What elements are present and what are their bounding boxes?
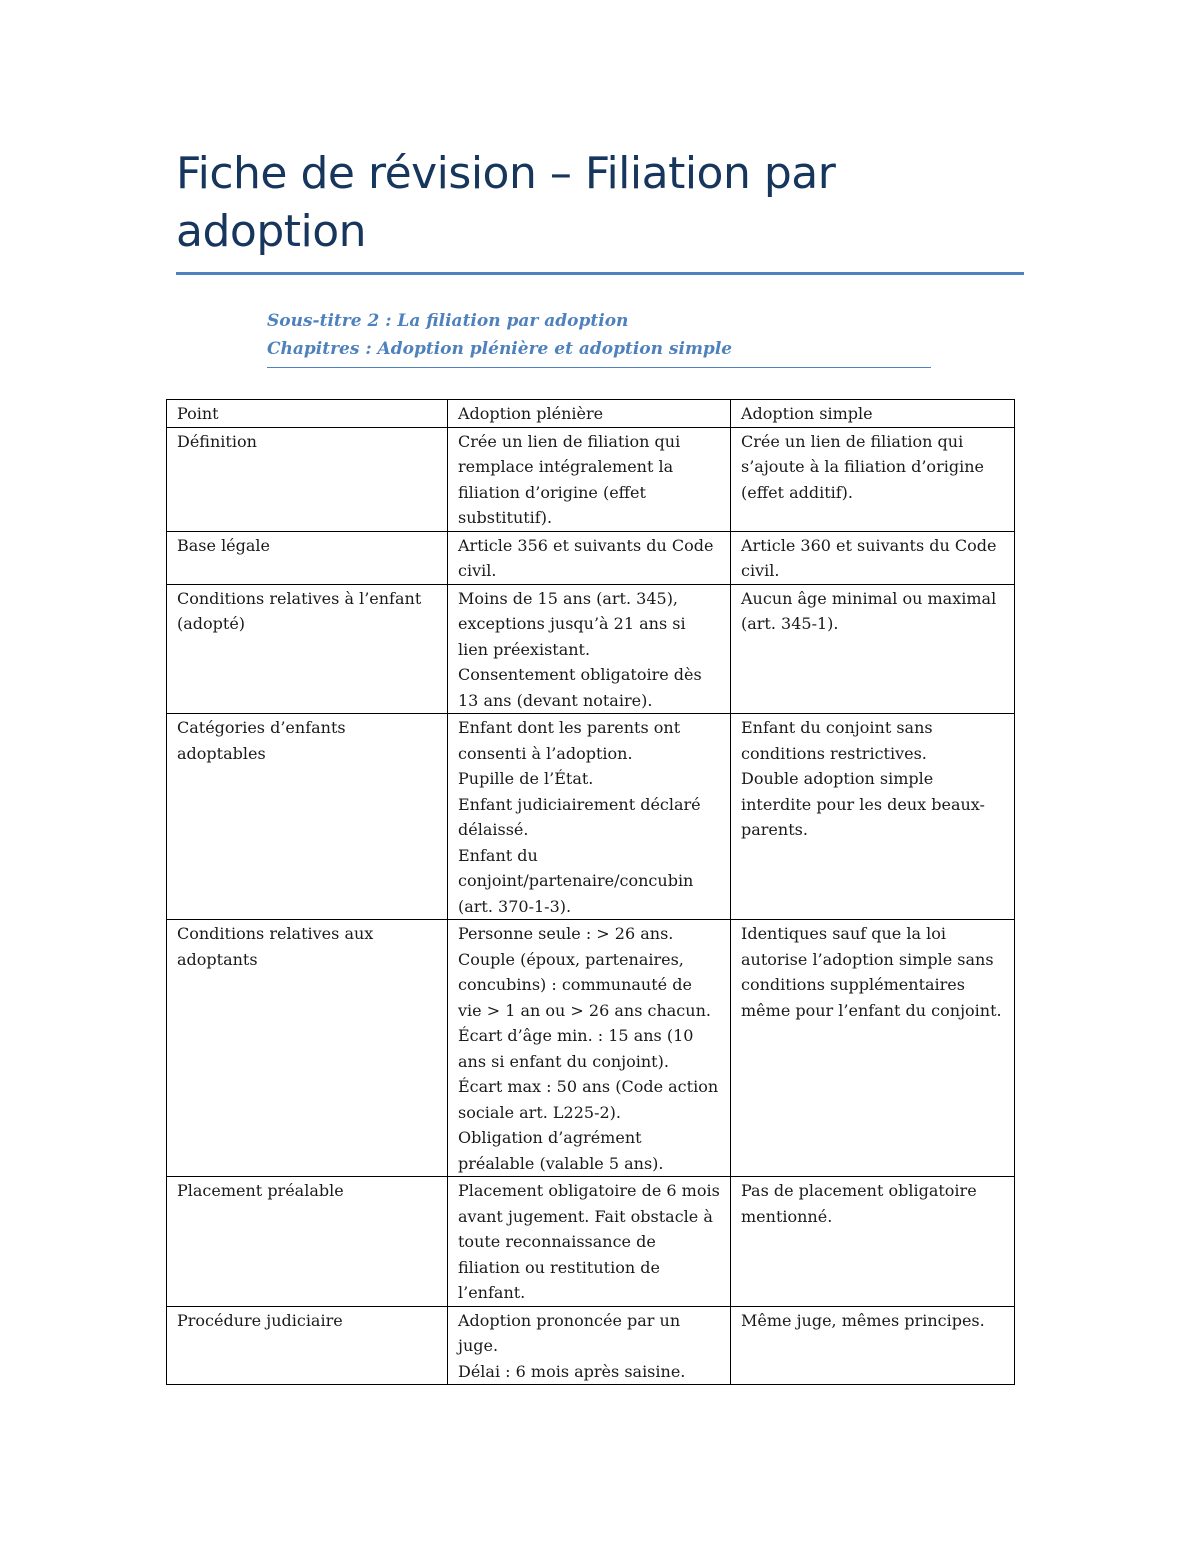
cell-line: Consentement obligatoire dès 13 ans (devant notaire). [458, 665, 702, 710]
cell-line: Identiques sauf que la loi autorise l’adoption simple sans conditions supplémentaires même pour l’enfant du conjoint. [741, 924, 1002, 1020]
cell-point [167, 584, 448, 714]
cell-line: Crée un lien de filiation qui remplace intégralement la filiation d’origine (effet substitutif). [458, 431, 681, 527]
cell-point [167, 1177, 448, 1307]
cell-line: Écart max : 50 ans (Code action sociale art. L225-2). [458, 1077, 719, 1122]
cell-point [167, 714, 448, 920]
cell-line: Crée un lien de filiation qui s’ajoute à la filiation d’origine (effet additif). [741, 431, 984, 502]
table-header-row [167, 400, 1015, 428]
subtitle-block [267, 307, 931, 363]
cell-pleniere [448, 920, 731, 1177]
cell-point [167, 1306, 448, 1385]
cell-line: Pas de placement obligatoire mentionné. [741, 1181, 977, 1226]
revision-table [166, 399, 1015, 1385]
table-row [167, 427, 1015, 531]
cell-simple [731, 714, 1015, 920]
cell-line: Conditions relatives aux adoptants [177, 924, 374, 969]
table-row [167, 531, 1015, 584]
cell-pleniere [448, 1306, 731, 1385]
table-row [167, 1177, 1015, 1307]
cell-line: Même juge, mêmes principes. [741, 1310, 985, 1330]
cell-line: Catégories d’enfants adoptables [177, 718, 346, 763]
cell-pleniere [448, 531, 731, 584]
cell-line: Enfant dont les parents ont consenti à l’adoption. [458, 718, 681, 763]
cell-line: Conditions relatives à l’enfant (adopté) [177, 588, 422, 633]
cell-line: Écart d’âge min. : 15 ans (10 ans si enfant du conjoint). [458, 1026, 694, 1071]
cell-line: Base légale [177, 535, 271, 555]
title-underline [176, 272, 1024, 275]
subtitle-underline [267, 367, 931, 368]
cell-line: Procédure judiciaire [177, 1310, 343, 1330]
chapters-line: Chapitres : Adoption plénière et adoption simple [267, 339, 733, 359]
cell-line: Placement préalable [177, 1181, 344, 1200]
cell-line: Moins de 15 ans (art. 345), exceptions jusqu’à 21 ans si lien préexistant. [458, 588, 686, 659]
table-row [167, 1306, 1015, 1385]
cell-line: Personne seule : > 26 ans. [458, 924, 674, 943]
cell-point [167, 920, 448, 1177]
cell-line: Double adoption simple interdite pour les deux beaux-parents. [741, 769, 985, 839]
cell-line: Obligation d’agrément préalable (valable 5 ans). [458, 1128, 664, 1173]
cell-line: Pupille de l’État. [458, 769, 594, 788]
document-title: Fiche de révision – Filiation par adoption [176, 148, 836, 257]
header-adoption-simple: Adoption simple [731, 400, 1015, 428]
cell-simple [731, 584, 1015, 714]
table-row [167, 714, 1015, 920]
cell-simple [731, 1177, 1015, 1307]
cell-line: Enfant du conjoint/partenaire/concubin (art. 370-1-3). [458, 845, 694, 916]
cell-point [167, 531, 448, 584]
cell-line: Enfant judiciairement déclaré délaissé. [458, 794, 701, 839]
header-point: Point [167, 400, 448, 428]
cell-pleniere [448, 1177, 731, 1307]
cell-line: Placement obligatoire de 6 mois avant jugement. Fait obstacle à toute reconnaissance de filiation ou restitution de l’enfant. [458, 1181, 720, 1302]
cell-line: Délai : 6 mois après saisine. [458, 1361, 686, 1381]
cell-point [167, 427, 448, 531]
table-row [167, 584, 1015, 714]
cell-simple [731, 1306, 1015, 1385]
cell-line: Couple (époux, partenaires, concubins) : communauté de vie > 1 an ou > 26 ans chacun. [458, 949, 711, 1020]
cell-line: Enfant du conjoint sans conditions restrictives. [741, 718, 933, 763]
cell-line: Article 356 et suivants du Code civil. [458, 535, 714, 580]
subtitle: Sous-titre 2 : La filiation par adoption [267, 311, 629, 331]
cell-simple [731, 531, 1015, 584]
cell-pleniere [448, 427, 731, 531]
cell-pleniere [448, 714, 731, 920]
cell-simple [731, 427, 1015, 531]
cell-line: Définition [177, 431, 257, 451]
cell-simple [731, 920, 1015, 1177]
header-adoption-pleniere: Adoption plénière [448, 400, 731, 428]
cell-line: Aucun âge minimal ou maximal (art. 345-1). [741, 588, 997, 633]
table-row [167, 920, 1015, 1177]
cell-line: Adoption prononcée par un juge. [458, 1310, 681, 1355]
cell-pleniere [448, 584, 731, 714]
cell-line: Article 360 et suivants du Code civil. [741, 535, 997, 580]
